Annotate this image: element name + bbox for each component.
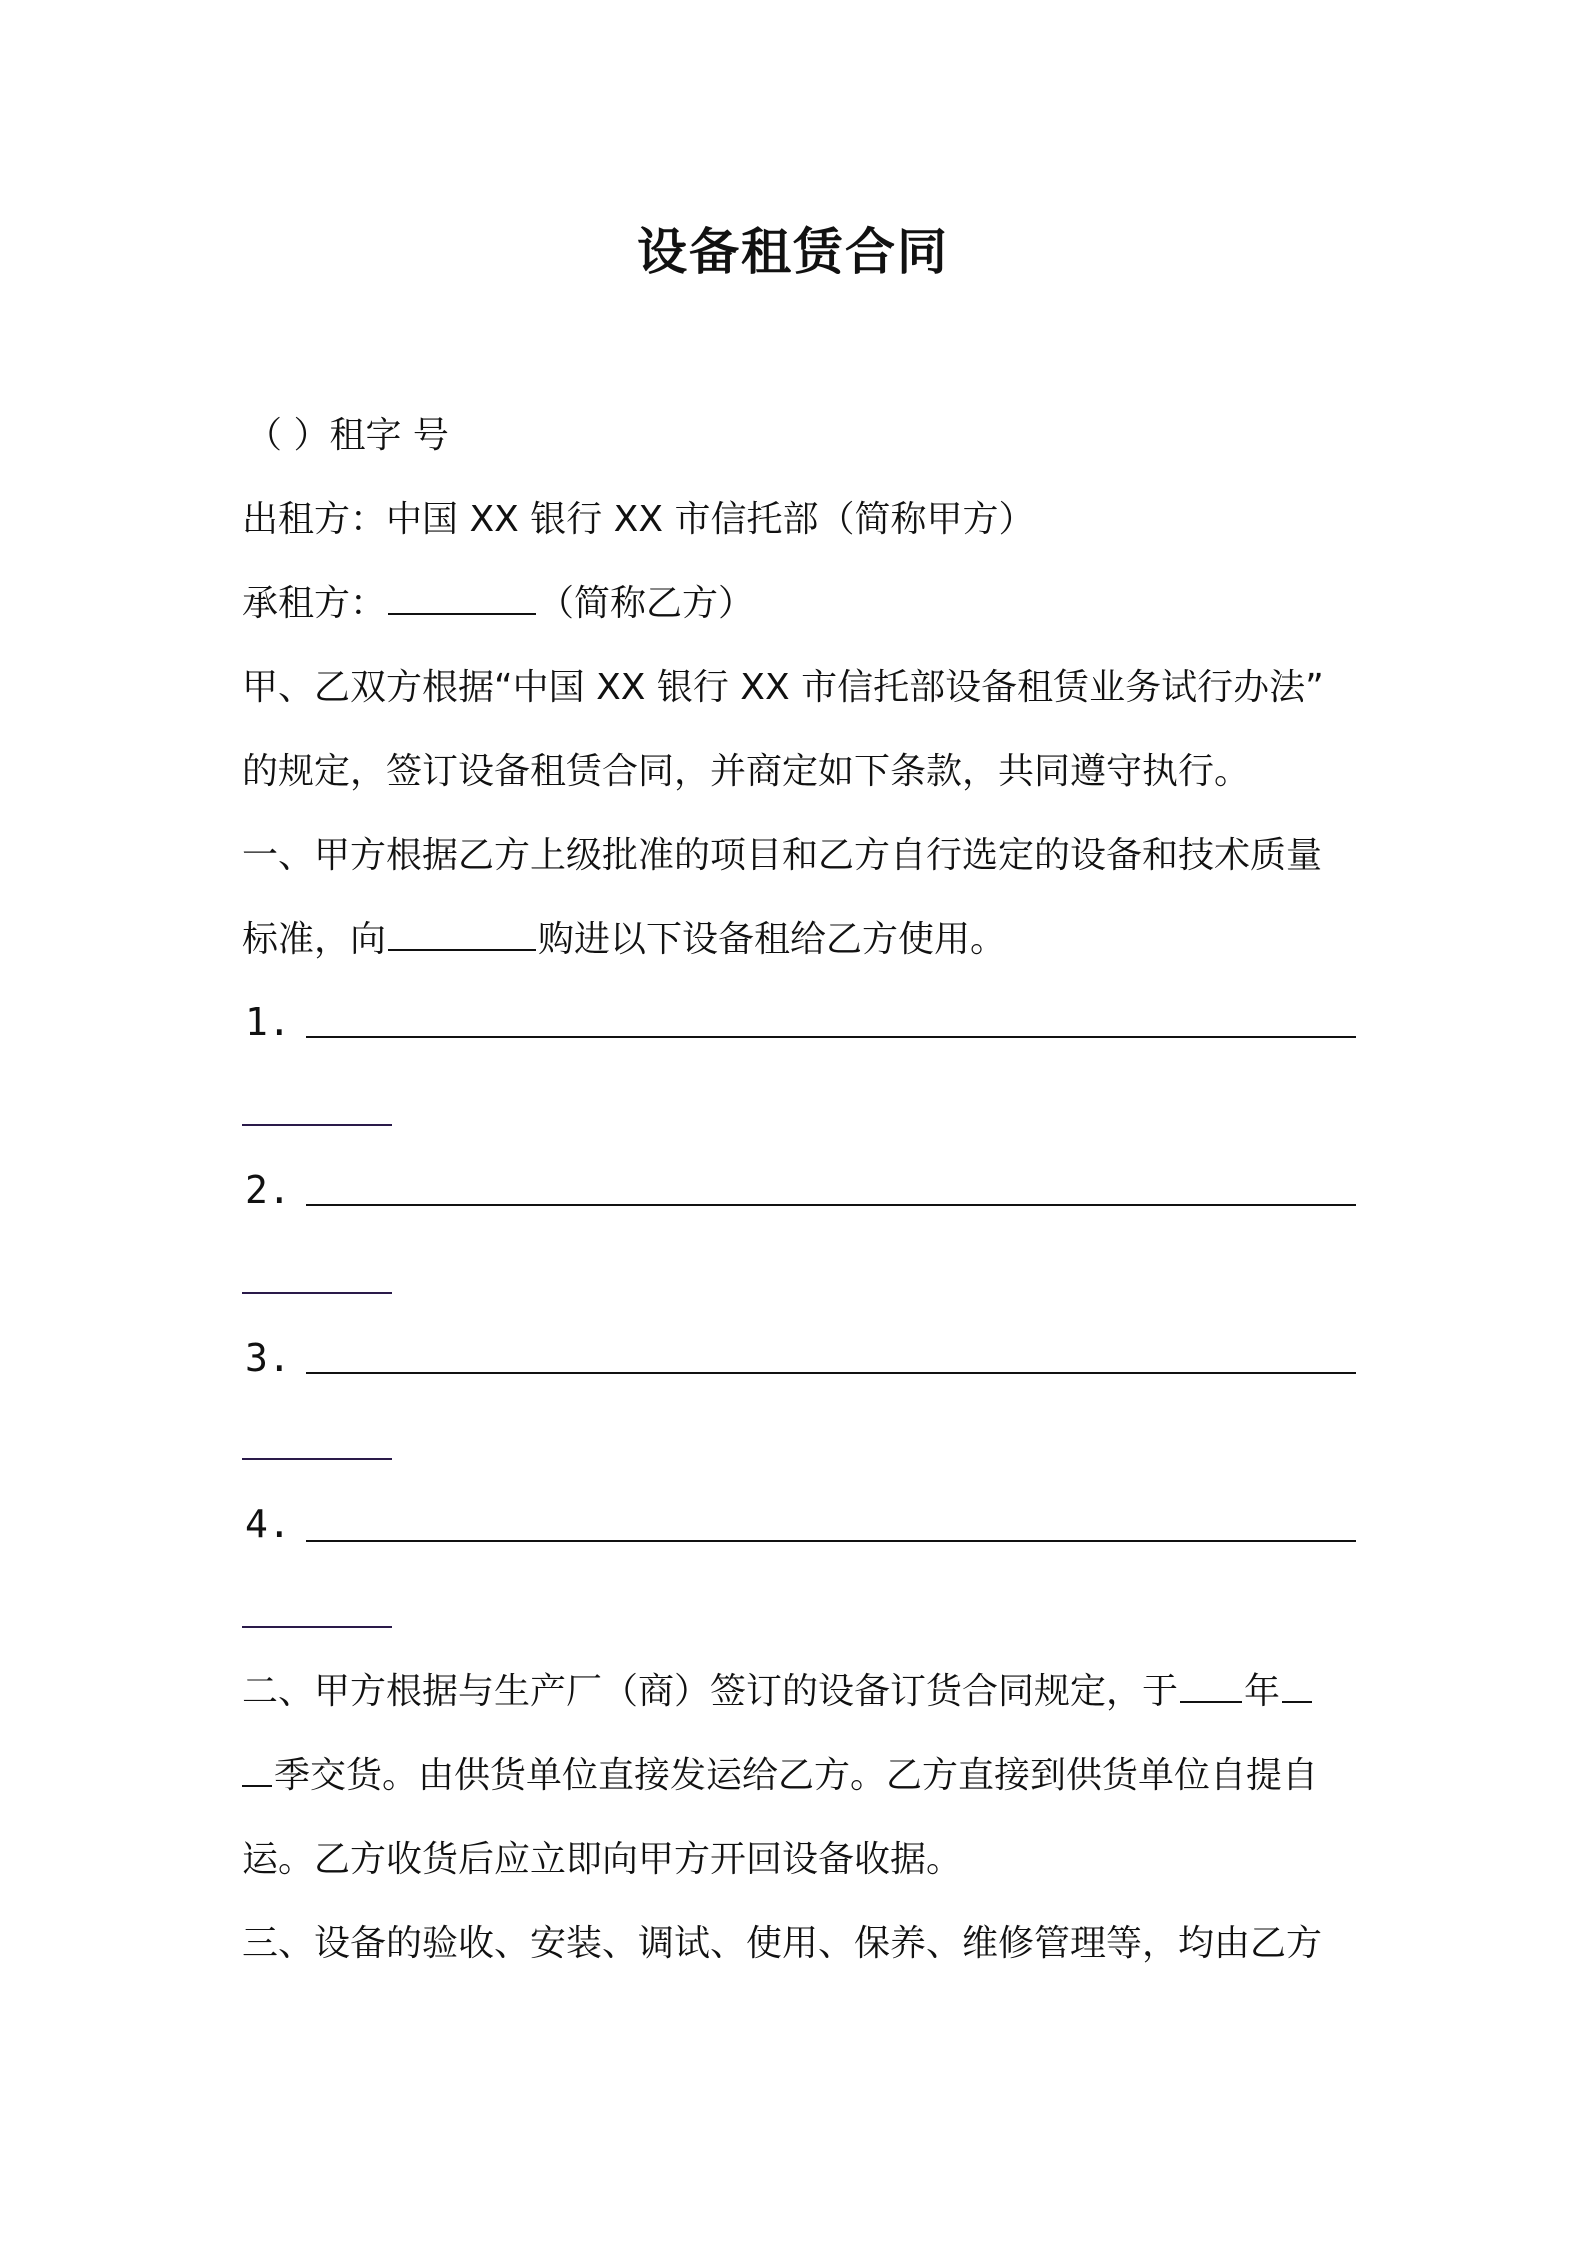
quarter-blank-a [1282,1671,1312,1703]
item-label: 3. [245,1336,291,1380]
lessor-label: 出租方： [242,499,387,540]
intro-line-1: 甲、乙双方根据“中国 XX 银行 XX 市信托部设备租赁业务试行办法” [242,667,1324,708]
clause-2-line-3: 运。乙方收货后应立即向甲方开回设备收据。 [242,1839,963,1880]
item-continuation-line [242,1292,392,1294]
item-blank-line [306,1540,1356,1542]
lessor-line [242,496,1357,544]
clause-2-line-2 [242,1752,1357,1800]
item-label: 4. [245,1502,291,1546]
year-blank [1180,1671,1242,1703]
lessee-suffix: （简称乙方） [538,583,755,624]
clause-1-line-1: 一、甲方根据乙方上级批准的项目和乙方自行选定的设备和技术质量 [242,835,1323,876]
clause-2-text-c: 季交货。由供货单位直接发运给乙方。乙方直接到供货单位自提自 [274,1755,1319,1796]
lessee-line [242,580,1357,628]
lessee-blank [388,583,536,615]
item-continuation-line [242,1458,392,1460]
contract-number: （ ）租字 号 [246,415,449,456]
clause-1-line-2 [242,916,1357,964]
item-label: 2. [245,1168,291,1212]
item-label: 1. [245,1000,291,1044]
clause-2-text-b: 年 [1244,1671,1281,1712]
supplier-blank [388,919,536,951]
page-title: 设备租赁合同 [637,223,949,281]
lessee-label: 承租方： [242,583,387,624]
item-continuation-line [242,1626,392,1628]
clause-1-text-b: 购进以下设备租给乙方使用。 [538,919,1007,960]
lessor-value: 中国 XX 银行 XX 市信托部（简称甲方） [386,499,1035,540]
item-blank-line [306,1372,1356,1374]
clause-2-line-1 [242,1668,1357,1716]
item-continuation-line [242,1124,392,1126]
clause-1-text-a: 标准，向 [242,919,387,960]
intro-line-2: 的规定，签订设备租赁合同，并商定如下条款，共同遵守执行。 [242,751,1251,792]
item-blank-line [306,1036,1356,1038]
quarter-blank-b [242,1755,272,1787]
clause-2-text-a: 二、甲方根据与生产厂（商）签订的设备订货合同规定，于 [242,1671,1179,1712]
item-blank-line [306,1204,1356,1206]
clause-3-line-1: 三、设备的验收、安装、调试、使用、保养、维修管理等，均由乙方 [242,1923,1323,1964]
